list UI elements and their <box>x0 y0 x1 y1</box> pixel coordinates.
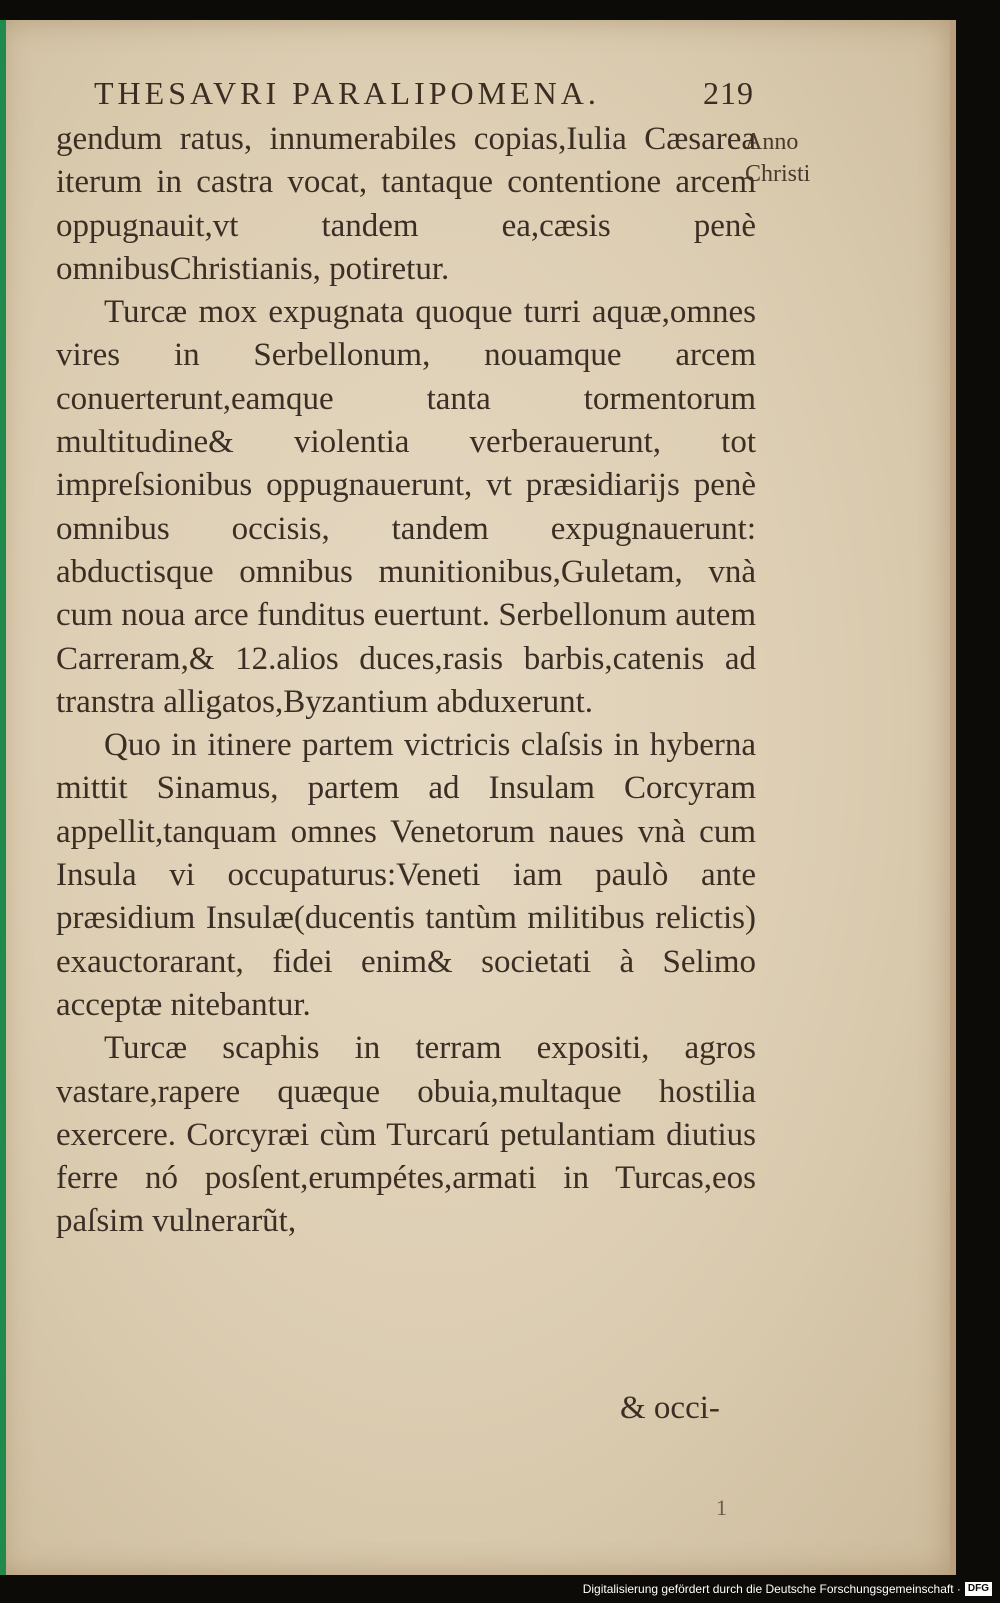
folio-mark: 1 <box>716 1495 727 1520</box>
digitization-footer <box>583 1579 992 1599</box>
catchword: & occi- <box>620 1390 720 1426</box>
running-header <box>94 75 754 119</box>
footer-credit: Digitalisierung gefördert durch die Deutsche Forschungsgemeinschaft · <box>582 1582 961 1596</box>
marginal-note-line: Christi <box>745 161 811 187</box>
marginal-note <box>745 126 845 190</box>
paragraph: Quo in itinere partem victricis claſsis in hyberna mittit Sinamus, partem ad Insulam Corcyram appellit,tanquam omnes Venetorum naues vnà cum Insula vi occupaturus:Veneti iam paulò ante præsidium Insulæ(ducentis tantùm militibus relictis) exauctorarant, fidei enim& societati à Selimo acceptæ nitebantur. <box>56 727 756 1023</box>
dfg-logo-icon: DFG <box>965 1582 992 1596</box>
page-number: 219 <box>703 75 754 111</box>
paragraph: gendum ratus, innumerabiles copias,Iulia Cæsarea iterum in castra vocat, tantaque contentione arcem oppugnauit,vt tandem ea,cæsis penè omnibusChristianis, potiretur. <box>56 121 756 287</box>
body-text <box>56 118 756 1244</box>
paragraph: Turcæ scaphis in terram expositi, agros vastare,rapere quæque obuia,multaque hostilia exercere. Corcyræi cùm Turcarú petulantiam diutius ferre nó posſent,erumpétes,armati in Turcas,eos paſsim vulnerarũt, <box>56 1030 756 1240</box>
page-edge-strip <box>0 20 6 1575</box>
paragraph: Turcæ mox expugnata quoque turri aquæ,omnes vires in Serbellonum, nouamque arcem conuerterunt,eamque tanta tormentorum multitudine& violentia verberauerunt, tot impreſsionibus oppugnauerunt, vt præsidiarijs penè omnibus occisis, tandem expugnauerunt: abductisque omnibus munitionibus,Guletam, vnà cum noua arce funditus euertunt. Serbellonum autem Carreram,& 12.alios duces,rasis barbis,catenis ad transtra alligatos,Byzantium abduxerunt. <box>56 294 756 720</box>
running-title: THESAVRI PARALIPOMENA. <box>94 75 600 111</box>
marginal-note-line: Anno <box>745 129 799 155</box>
